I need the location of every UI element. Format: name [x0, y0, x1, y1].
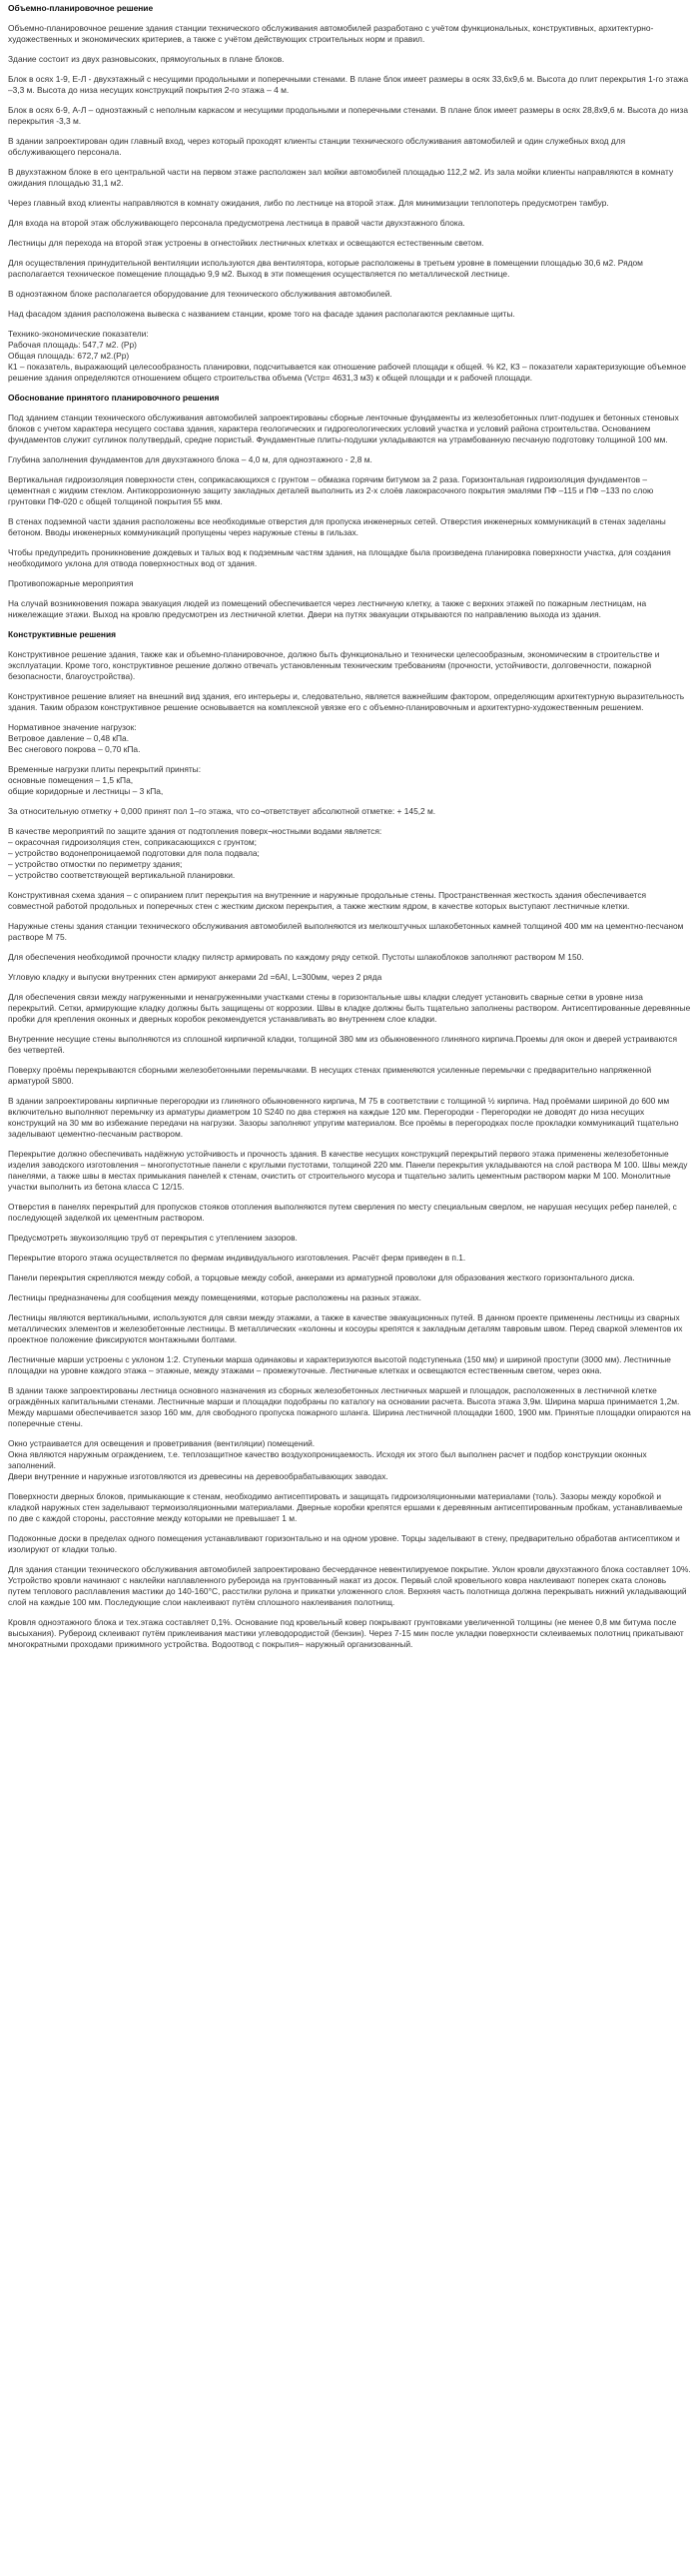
paragraph-line: В стенах подземной части здания расположены все необходимые отверстия для пропуска инженерных сетей. Отверстия инженерных коммуникаций в стенах заделаны бетоном. Вводы инженерных коммуникаций пропущены через наружные стены в гильзах.: [8, 516, 666, 537]
paragraph-line: Временные нагрузки плиты перекрытий приняты:: [8, 764, 202, 774]
paragraph-line: Противопожарные мероприятия: [8, 578, 134, 588]
paragraph: [8, 578, 691, 589]
paragraph-line: – устройство водонепроницаемой подготовки для пола подвала;: [8, 848, 260, 858]
paragraph: [8, 649, 691, 682]
paragraph: [8, 921, 691, 943]
paragraph-line: Объемно-планировочное решение здания станции технического обслуживания автомобилей разработано с учётом функциональных, конструктивных, архитектурно-художественных и экономических критериев, а также с учётом действующих строительных норм и правил.: [8, 23, 654, 44]
paragraph: [8, 1312, 691, 1345]
paragraph-line: Рабочая площадь: 547,7 м2. (Рр): [8, 340, 137, 350]
paragraph-line: Отверстия в панелях перекрытий для пропусков стояков отопления выполняются путем сверления по месту специальным сверлом, не нарушая несущих ребер панелей, с последующей заделкой их цементным раствором.: [8, 1202, 677, 1223]
paragraph-line: Лестницы предназначены для сообщения между помещениями, которые расположены на разных этажах.: [8, 1292, 421, 1302]
paragraph-line: Лестничные марши устроены с уклоном 1:2. Ступеньки марша одинаковы и характеризуются высотой подступенька (150 мм) и шириной проступи (3000 мм). Лестничные площадки на уровне каждого этажа – этажные, между этажами – промежуточные. Лестничные клетках и освещаются естественным светом, через окна.: [8, 1354, 671, 1375]
paragraph-line: Здание состоит из двух разновысоких, прямоугольных в плане блоков.: [8, 54, 285, 64]
paragraph: [8, 1354, 691, 1376]
paragraph-line: В здании запроектированы кирпичные перегородки из глиняного обыкновенного кирпича, М 75 в соответствии с толщиной ½ кирпича. Над проёмами шириной до 600 мм включительно выполняют перемычку из арматуры диаметром 10 S240 по два стержня на каждые 120 мм. Перегородки - Перегородки не доводят до низа несущих конструкций на 30 мм во избежание передачи на нагрузки. Зазоры заполняют упругим материалом. Все проёмы в перегородках после прокладки коммуникаций тщательно заделывают цементно-песчаным раствором.: [8, 1096, 679, 1139]
paragraph-line: В качестве мероприятий по защите здания от подтопления поверх¬ностными водами является:: [8, 826, 382, 836]
paragraph-line: Предусмотреть звукоизоляцию труб от перекрытия с утеплением зазоров.: [8, 1233, 298, 1243]
paragraph-line: В двухэтажном блоке в его центральной части на первом этаже расположен зал мойки автомобилей площадью 112,2 м2. Из зала мойки клиенты направляются в комнату ожидания площадью 31,1 м2.: [8, 167, 674, 188]
paragraph: [8, 1617, 691, 1650]
paragraph: [8, 1491, 691, 1524]
paragraph: [8, 1564, 691, 1608]
paragraph: [8, 74, 691, 96]
paragraph-line: Через главный вход клиенты направляются в комнату ожидания, либо по лестнице на второй этаж. Для минимизации теплопотерь предусмотрен тамбур.: [8, 198, 609, 208]
paragraph-line: Для входа на второй этаж обслуживающего персонала предусмотрена лестница в правой части двухэтажного блока.: [8, 218, 465, 228]
paragraph-line: Вес снегового покрова – 0,70 кПа.: [8, 744, 141, 754]
paragraph-line: За относительную отметку + 0,000 принят пол 1–го этажа, что со¬ответствует абсолютной отметке: + 145,2 м.: [8, 806, 436, 816]
paragraph: [8, 890, 691, 912]
paragraph-line: Блок в осях 6-9, А-Л – одноэтажный с неполным каркасом и несущими продольными и поперечными стенами. В плане блок имеет размеры в осях 28,8х9,6 м. Высота до низа перекрытия -3,3 м.: [8, 105, 689, 126]
paragraph-line: Подоконные доски в пределах одного помещения устанавливают горизонтально и на одном уровне. Торцы заделывают в стену, предварительно обработав антисептиком и изолируют от кладки толью.: [8, 1533, 680, 1554]
paragraph: [8, 826, 691, 881]
paragraph: [8, 1273, 691, 1284]
heading-text: Обоснование принятого планировочного решения: [8, 393, 220, 403]
paragraph-line: Для осуществления принудительной вентиляции используются два вентилятора, которые расположены в третьем уровне в помещении площадью 30,6 м2. Рядом располагается техническое помещение площадью 9,9 м2. Выход в эти помещения осуществляется по металлической лестнице.: [8, 258, 643, 279]
paragraph-line: Кровля одноэтажного блока и тех.этажа составляет 0,1%. Основание под кровельный ковер покрывают грунтовками увеличенной толщины (не менее 0,8 мм битума после высыхания). Рубероид склеивают путём приклеивания мастики углеводородистой (бензин). Через 7-15 мин после укладки поверхности склеиваемых полотниц прикатывают многократными проходами прижимного устройства. Водоотвод с покрытия– наружный организованный.: [8, 1617, 684, 1649]
heading-text: Конструктивные решения: [8, 629, 116, 639]
paragraph-line: – окрасочная гидроизоляция стен, соприкасающихся с грунтом;: [8, 837, 257, 847]
paragraph: [8, 218, 691, 229]
paragraph: [8, 413, 691, 445]
paragraph: [8, 764, 691, 797]
paragraph-line: Блок в осях 1-9, Е-Л - двухэтажный с несущими продольными и поперечными стенами. В плане блок имеет размеры в осях 33,6х9,6 м. Высота до плит перекрытия 1-го этажа –3,3 м. Высота до низа несущих конструкций покрытия 2-го этажа – 4 м.: [8, 74, 689, 95]
paragraph: [8, 474, 691, 507]
paragraph-line: Для здания станции технического обслуживания автомобилей запроектировано бесчердачное невентилируемое покрытие. Уклон кровли двухэтажного блока составляет 10%. Устройство кровли начинают с наклейки наплавленного рубероида на грунтованный накат из досок. Первый слой кровельного ковра наклеивают поперек ската слоновь путем теплового расплавления мастики до 140-160°С, расстилки рулона и прикатки уложенного слоя. Верхняя часть полотнища должна перекрывать нижний укладывающий слой на каждые 100 мм. Последующие слои наклеивают путём сплошного наклеивания полотнищ.: [8, 1564, 691, 1607]
paragraph-line: Конструктивное решение влияет на внешний вид здания, его интерьеры и, следовательно, является важнейшим фактором, определяющим архитектурную выразительность здания. Таким образом конструктивное решение основывается на комплексной увязке его с объемно-планировочным и архитектурно-художественным решением.: [8, 691, 685, 712]
paragraph-line: Наружные стены здания станции технического обслуживания автомобилей выполняются из мелкоштучных шлакобетонных камней толщиной 400 мм на цементно-песчаном растворе М 75.: [8, 921, 684, 942]
paragraph: [8, 722, 691, 755]
paragraph-line: Нормативное значение нагрузок:: [8, 722, 137, 732]
paragraph-line: Окно устраивается для освещения и проветривания (вентиляции) помещений.: [8, 1438, 316, 1448]
paragraph-line: К1 – показатель, выражающий целесообразность планировки, подсчитывается как отношение рабочей площади к общей. % К2, К3 – показатели характеризующие объемное решение здания определяются отношением общего строительства объема (Vстр= 4631,3 м3) к общей площади и к рабочей площади.: [8, 362, 687, 383]
paragraph-line: Глубина заполнения фундаментов для двухэтажного блока – 4,0 м, для одноэтажного - 2,8 м.: [8, 454, 372, 464]
paragraph: [8, 1533, 691, 1555]
paragraph-line: Угловую кладку и выпуски внутренних стен армируют анкерами 2d =6AI, L=300мм, через 2 ряда: [8, 972, 382, 982]
paragraph: [8, 309, 691, 320]
paragraph: [8, 992, 691, 1025]
paragraph-line: На случай возникновения пожара эвакуация людей из помещений обеспечивается через лестничную клетку, а также с верхних этажей по пожарным лестницам, на нижележащие этажи. Выход на кровлю предусмотрен из лестничной клетки. Двери на путях эвакуации открываются по направлению выхода из здания.: [8, 598, 647, 619]
paragraph-line: Вертикальная гидроизоляция поверхности стен, соприкасающихся с грунтом – обмазка горячим битумом за 2 раза. Горизонтальная гидроизоляция фундаментов – цементная с жидким стеклом. Антикоррозионную защиту закладных деталей выполнить из 2-х слоёв лакокрасочного покрытия эмалями ПФ –115 и ПФ –133 по слою грунтовки ПФ-020 с общей толщиной покрытия 55 мкм.: [8, 474, 654, 506]
paragraph-line: В одноэтажном блоке располагается оборудование для технического обслуживания автомобилей.: [8, 289, 392, 299]
paragraph: [8, 1385, 691, 1429]
paragraph: [8, 105, 691, 127]
paragraph: [8, 329, 691, 384]
paragraph: [8, 1034, 691, 1056]
paragraph-line: Поверхности дверных блоков, примыкающие к стенам, необходимо антисептировать и защищать гидроизоляционными материалами (толь). Зазоры между коробкой и кладкой наружных стен заделывают термоизоляционными материалами. Дверные коробки крепятся ершами к деревянным антисептированным пробкам, устанавливаемые по две с каждой стороны, расстояние между которыми не превышает 1 м.: [8, 1491, 683, 1523]
paragraph: [8, 1065, 691, 1087]
heading-text: Объемно-планировочное решение: [8, 3, 154, 13]
paragraph: [8, 1233, 691, 1244]
section-heading: [8, 629, 691, 640]
paragraph-line: основные помещения – 1,5 кПа,: [8, 775, 134, 785]
paragraph-line: Чтобы предупредить проникновение дождевых и талых вод к подземным частям здания, на площадке была произведена планировка поверхности участка, для создания необходимого уклона для отвода поверхностных вод от здания.: [8, 547, 671, 568]
paragraph: [8, 167, 691, 189]
paragraph-line: Лестницы для перехода на второй этаж устроены в огнестойких лестничных клетках и освещаются естественным светом.: [8, 238, 484, 248]
section-heading: [8, 3, 691, 14]
paragraph: [8, 1292, 691, 1303]
paragraph-line: – устройство соответствующей вертикальной планировки.: [8, 870, 236, 880]
paragraph: [8, 54, 691, 65]
paragraph-line: Перекрытие должно обеспечивать надёжную устойчивость и прочность здания. В качестве несущих конструкций перекрытий первого этажа применены железобетонные изделия заводского изготовления – многопустотные панели с круглыми пустотами, толщиной 220 мм. Панели перекрытия укладываются на слой раствора М 100. Швы между панелями, а также швы в местах примыкания панелей к стенам, очистить от строительного мусора и тщательно залить цементным раствором марки М 100. Монолитные участки выполнить из бетона класса С 12/15.: [8, 1149, 688, 1192]
paragraph: [8, 23, 691, 45]
paragraph-line: Для обеспечения связи между нагруженными и ненагруженными участками стены в горизонтальные швы кладки следует установить сварные сетки в уровне низа перекрытий. Сетки, армирующие кладку должны быть защищены от коррозии. Швы в кладке должны быть тщательно заполнены раствором. Антисептированные деревянные пробки для крепления оконных и дверных коробок рекомендуется устанавливать во внутреннем слое кладки.: [8, 992, 691, 1024]
section-heading: [8, 393, 691, 404]
paragraph-line: Конструктивное решение здания, также как и объемно-планировочное, должно быть функционально и технически целесообразным, экономическим в строительстве и эксплуатации. Кроме того, конструктивное решение должно отвечать установленным техническим требованиям (прочности, устойчивости, долговечности, пожарной безопасности, благоустройства).: [8, 649, 660, 681]
paragraph-line: Под зданием станции технического обслуживания автомобилей запроектированы сборные ленточные фундаменты из железобетонных плит-подушек и бетонных стеновых блоков с учетом характера несущего состава здания, характера геологических и гидрогеологических условий участка и условий района строительства. Основанием фундаментов служит суглинок полутвердый, средне пористый. Фундаментные плиты-подушки укладываются на утрамбованную песчаную подготовку толщиной 100 мм.: [8, 413, 679, 444]
paragraph-line: Перекрытие второго этажа осуществляется по фермам индивидуального изготовления. Расчёт ферм приведен в п.1.: [8, 1253, 466, 1263]
paragraph: [8, 1149, 691, 1193]
paragraph: [8, 454, 691, 465]
paragraph: [8, 598, 691, 620]
paragraph-line: Конструктивная схема здания – с опиранием плит перекрытия на внутренние и наружные продольные стены. Пространственная жесткость здания обеспечивается совместной работой продольных и поперечных стен с жестким диском перекрытия, а также жестким ядром, в качестве которых выступают лестничные клетки.: [8, 890, 647, 911]
paragraph: [8, 289, 691, 300]
paragraph: [8, 691, 691, 713]
paragraph: [8, 258, 691, 280]
paragraph: [8, 1438, 691, 1482]
paragraph: [8, 1096, 691, 1140]
paragraph: [8, 1253, 691, 1264]
paragraph: [8, 516, 691, 538]
paragraph: [8, 547, 691, 569]
paragraph-line: Технико-экономические показатели:: [8, 329, 149, 339]
paragraph: [8, 136, 691, 158]
paragraph-line: Над фасадом здания расположена вывеска с названием станции, кроме того на фасаде здания располагаются рекламные щиты.: [8, 309, 515, 319]
paragraph-line: Внутренние несущие стены выполняются из сплошной кирпичной кладки, толщиной 380 мм из обыкновенного глиняного кирпича.Проемы для окон и дверей устраиваются без четвертей.: [8, 1034, 678, 1055]
paragraph-line: Лестницы являются вертикальными, используются для связи между этажами, а также в качестве эвакуационных путей. В данном проекте применены лестницы из сварных металлических элементов и железобетонные лестницы. В металлических «колонны и косоуры крепятся к закладным деталям тавровым швом. Перед сваркой элементов их проектное положение фиксируются монтажными болтами.: [8, 1312, 683, 1344]
paragraph-line: Окна являются наружным ограждением, т.е. теплозащитное качество воздухопроницаемость. Исходя их этого был выполнен расчет и подбор конструкции оконных заполнений.: [8, 1449, 647, 1470]
paragraph: [8, 952, 691, 963]
paragraph-line: Общая площадь: 672,7 м2.(Рр): [8, 351, 130, 361]
paragraph-line: В здании также запроектированы лестница основного назначения из сборных железобетонных лестничных маршей и площадок, расположенных в лестничной клетке ограждённых капитальными стенами. Лестничные марши и площадки подобраны по каталогу на основании расчета. Высота этажа 3,9м. Ширина марша принимается 1,2м. Между маршами обеспечивается зазор 160 мм, для свободного пропуска пожарного шланга. Ширина лестничной площадки 1600, 1900 мм. Принятые площадки опираются на поперечные стены.: [8, 1385, 691, 1428]
paragraph-line: В здании запроектирован один главный вход, через который проходят клиенты станции технического обслуживания автомобилей и один служебных вход для обслуживающего персонала.: [8, 136, 626, 157]
paragraph-line: – устройство отмостки по периметру здания;: [8, 859, 183, 869]
paragraph-line: Панели перекрытия скрепляются между собой, а торцовые между собой, анкерами из арматурной проволоки для образования жесткого горизонтального диска.: [8, 1273, 635, 1283]
paragraph: [8, 1202, 691, 1224]
paragraph: [8, 806, 691, 817]
paragraph-line: Для обеспечения необходимой прочности кладку пилястр армировать по каждому ряду сеткой. Пустоты шлакоблоков заполняют раствором М 150.: [8, 952, 584, 962]
paragraph: [8, 238, 691, 249]
paragraph-line: общие коридорные и лестницы – 3 кПа,: [8, 786, 164, 796]
paragraph-line: Поверху проёмы перекрываются сборными железобетонными перемычками. В несущих стенах применяются усиленные перемычки с предварительно напряженной арматурой S800.: [8, 1065, 652, 1086]
paragraph-line: Двери внутренние и наружные изготовляются из древесины на деревообрабатывающих заводах.: [8, 1471, 388, 1481]
paragraph: [8, 198, 691, 209]
paragraph: [8, 972, 691, 983]
paragraph-line: Ветровое давление – 0,48 кПа.: [8, 733, 130, 743]
